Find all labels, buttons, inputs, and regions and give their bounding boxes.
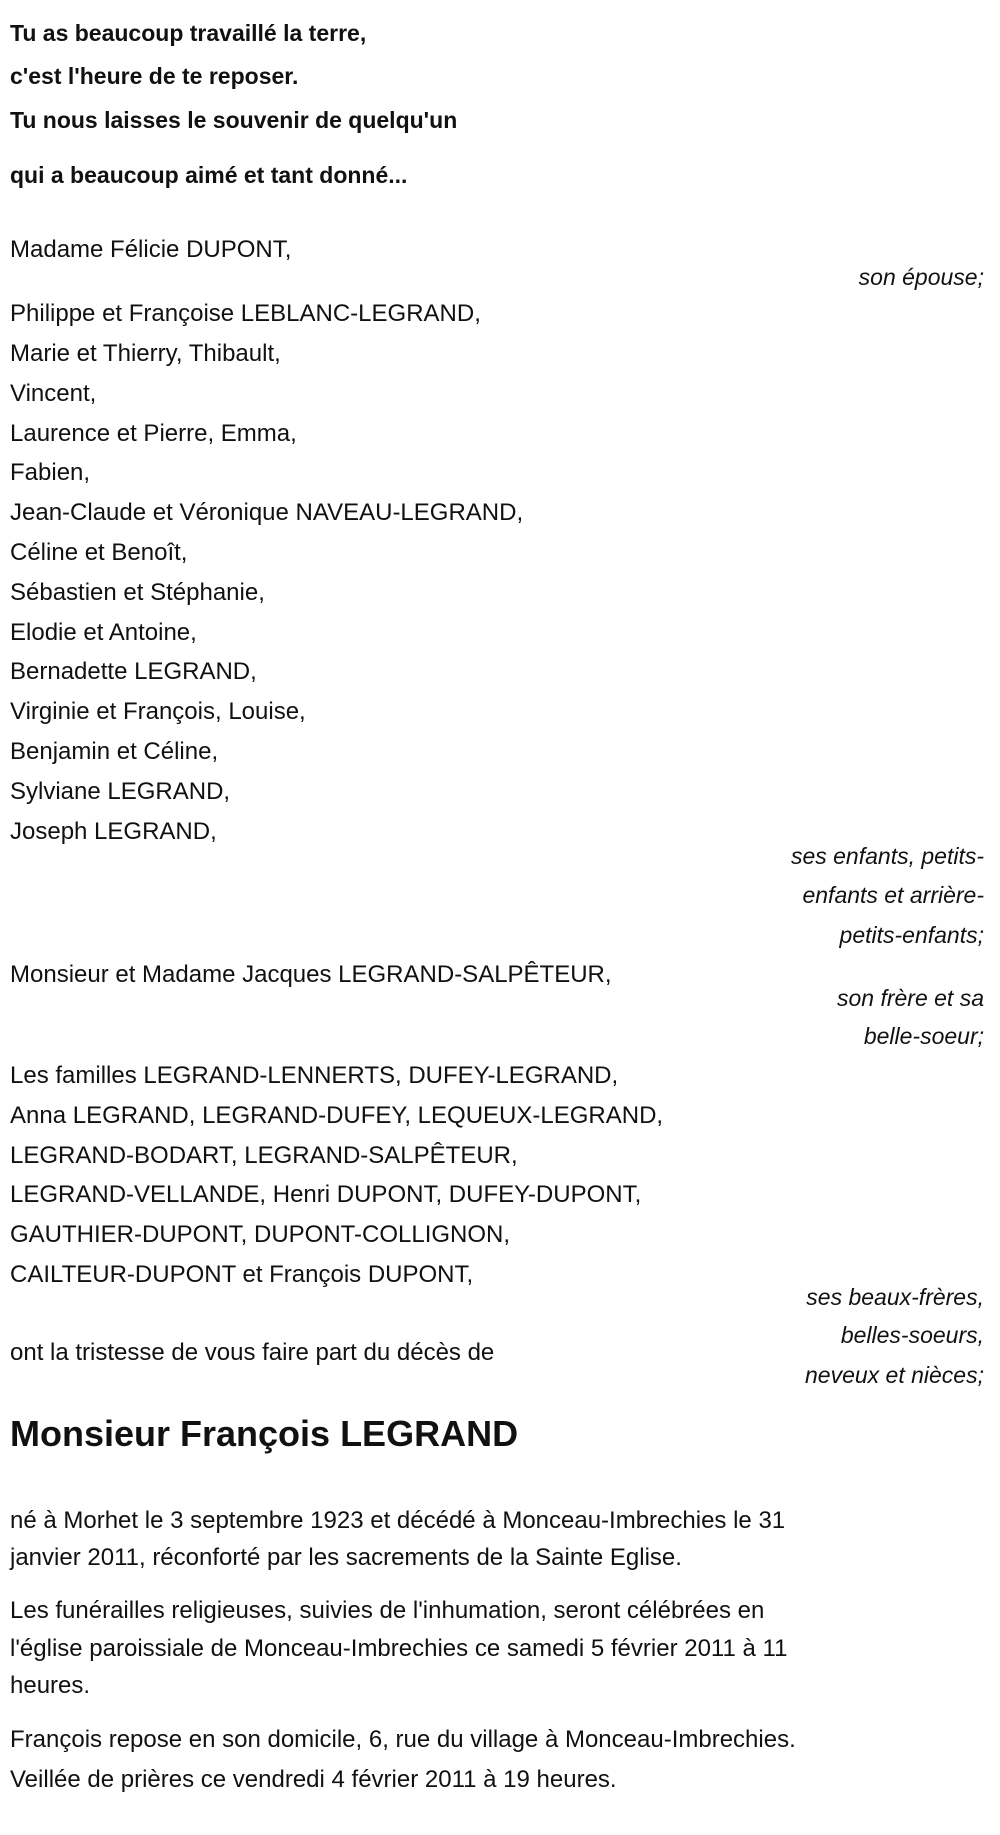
brother-name: Monsieur et Madame Jacques LEGRAND-SALPÊTEUR, xyxy=(10,961,612,988)
child-name: Philippe et Françoise LEBLANC-LEGRAND, xyxy=(10,300,481,327)
detail-line: janvier 2011, réconforté par les sacrements de la Sainte Eglise. xyxy=(10,1544,682,1571)
child-name: Jean-Claude et Véronique NAVEAU-LEGRAND, xyxy=(10,499,524,526)
child-name: Fabien, xyxy=(10,459,91,486)
child-name: Joseph LEGRAND, xyxy=(10,818,217,845)
children-role: ses enfants, petits- xyxy=(790,843,984,869)
child-name: Vincent, xyxy=(10,380,97,407)
child-name: Sylviane LEGRAND, xyxy=(10,778,231,805)
child-name: Marie et Thierry, Thibault, xyxy=(10,340,281,367)
detail-line: Les funérailles religieuses, suivies de l'inhumation, seront célébrées en xyxy=(10,1597,765,1624)
spouse-name: Madame Félicie DUPONT, xyxy=(10,236,292,263)
poem-line: c'est l'heure de te reposer. xyxy=(10,63,299,89)
detail-line: l'église paroissiale de Monceau-Imbrechies ce samedi 5 février 2011 à 11 xyxy=(10,1635,788,1662)
child-name: Sébastien et Stéphanie, xyxy=(10,579,265,606)
detail-line: heures. xyxy=(10,1672,91,1699)
announcement: ont la tristesse de vous faire part du décès de xyxy=(10,1339,495,1366)
brother-role: belle-soeur; xyxy=(863,1023,984,1049)
spouse-role: son épouse; xyxy=(858,264,984,290)
children-role: petits-enfants; xyxy=(839,922,984,948)
families-role: belles-soeurs, xyxy=(840,1322,984,1348)
family-line: LEGRAND-VELLANDE, Henri DUPONT, DUFEY-DUPONT, xyxy=(10,1181,642,1208)
detail-line: né à Morhet le 3 septembre 1923 et décédé à Monceau-Imbrechies le 31 xyxy=(10,1507,786,1534)
child-name: Virginie et François, Louise, xyxy=(10,698,306,725)
families-role: neveux et nièces; xyxy=(804,1362,984,1388)
child-name: Benjamin et Céline, xyxy=(10,738,219,765)
family-line: GAUTHIER-DUPONT, DUPONT-COLLIGNON, xyxy=(10,1221,511,1248)
family-line: CAILTEUR-DUPONT et François DUPONT, xyxy=(10,1261,474,1288)
poem-line: qui a beaucoup aimé et tant donné... xyxy=(10,162,408,188)
child-name: Céline et Benoît, xyxy=(10,539,188,566)
family-line: Anna LEGRAND, LEGRAND-DUFEY, LEQUEUX-LEGRAND, xyxy=(10,1102,664,1129)
deceased-name: Monsieur François LEGRAND xyxy=(10,1413,519,1454)
poem-line: Tu nous laisses le souvenir de quelqu'un xyxy=(10,107,458,133)
children-role: enfants et arrière- xyxy=(802,882,984,908)
child-name: Bernadette LEGRAND, xyxy=(10,658,257,685)
child-name: Elodie et Antoine, xyxy=(10,619,197,646)
family-line: LEGRAND-BODART, LEGRAND-SALPÊTEUR, xyxy=(10,1142,518,1169)
poem-line: Tu as beaucoup travaillé la terre, xyxy=(10,20,367,46)
child-name: Laurence et Pierre, Emma, xyxy=(10,420,297,447)
family-line: Les familles LEGRAND-LENNERTS, DUFEY-LEGRAND, xyxy=(10,1062,619,1089)
families-role: ses beaux-frères, xyxy=(806,1284,984,1310)
brother-role: son frère et sa xyxy=(836,985,984,1011)
detail-line: Veillée de prières ce vendredi 4 février 2011 à 19 heures. xyxy=(10,1766,617,1793)
detail-line: François repose en son domicile, 6, rue du village à Monceau-Imbrechies. xyxy=(10,1726,796,1753)
